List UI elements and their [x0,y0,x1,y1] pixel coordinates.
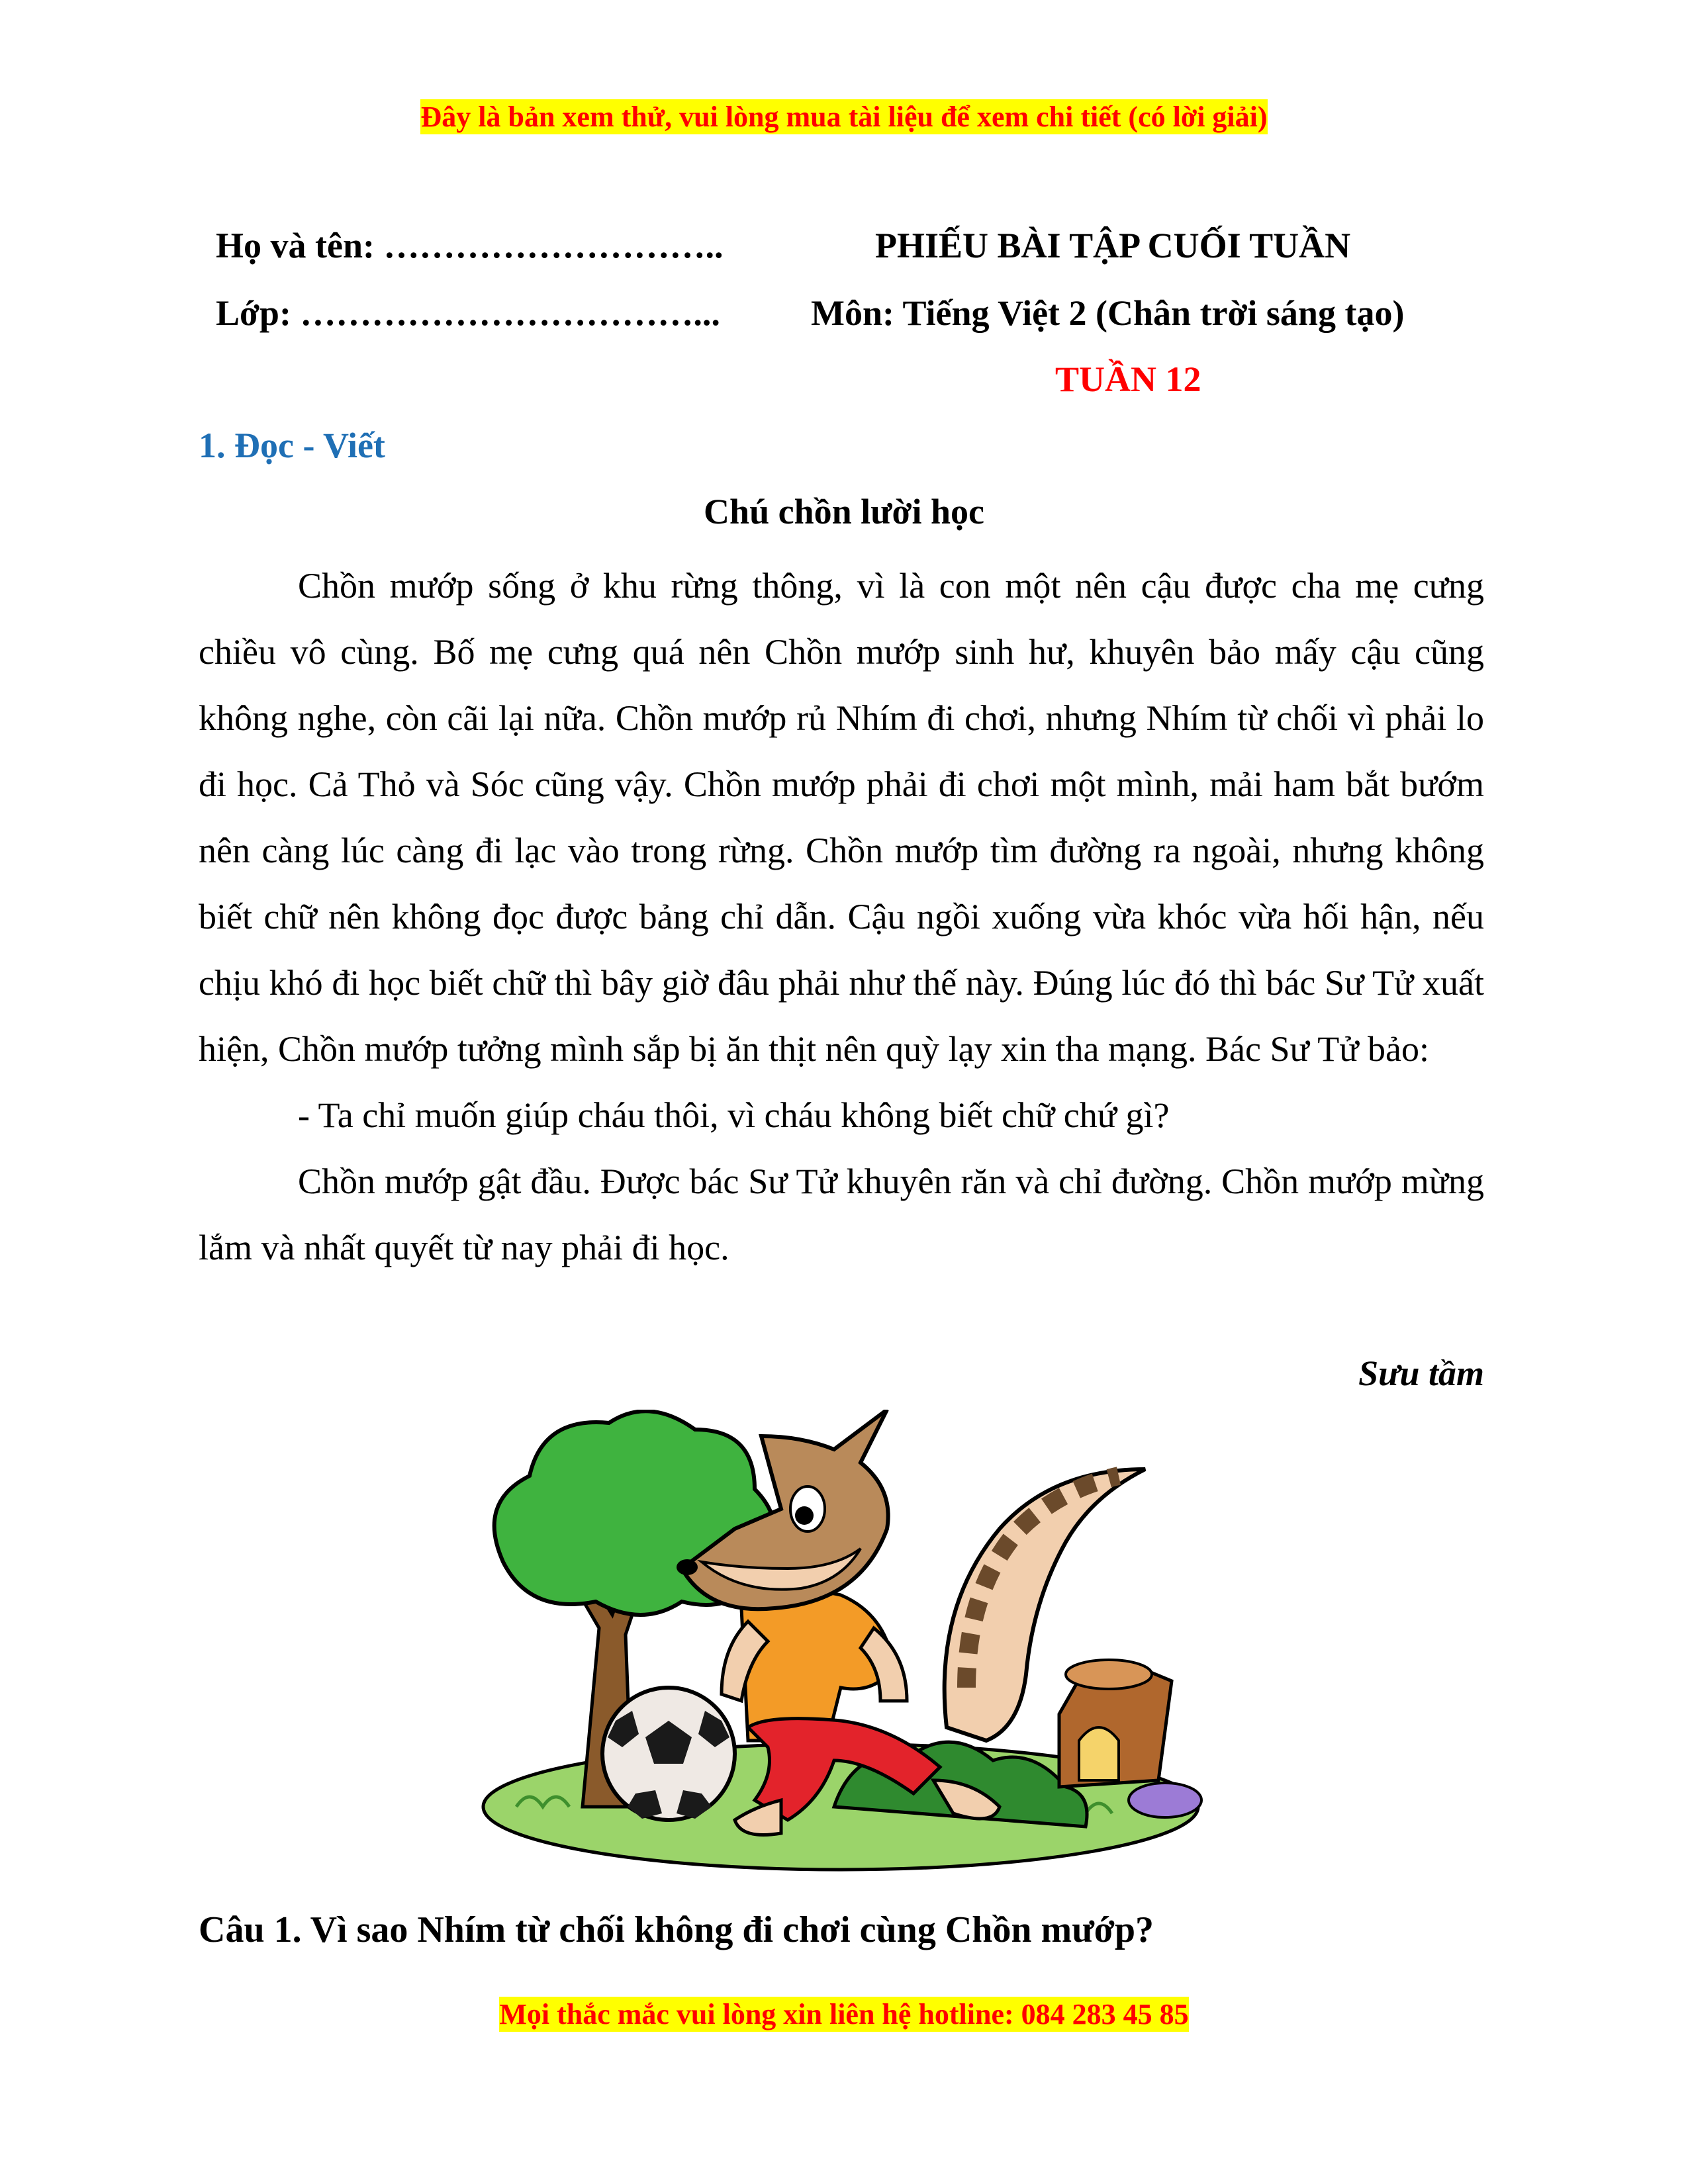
story-paragraph: - Ta chỉ muốn giúp cháu thôi, vì cháu không biết chữ chứ gì? [298,1095,1170,1135]
fox-playing-football-illustration [463,1410,1218,1880]
question-1: Câu 1. Vì sao Nhím từ chối không đi chơi cùng Chồn mướp? [199,1909,1154,1950]
story-author: Sưu tầm [1358,1353,1484,1393]
hotline-notice [0,1995,1688,2034]
student-class-field: Lớp: ……………………………... [216,293,720,333]
preview-notice-text: Đây là bản xem thử, vui lòng mua tài liệu để xem chi tiết (có lời giải) [420,101,1268,133]
story-paragraph: Chồn mướp sống ở khu rừng thông, vì là con một nên cậu được cha mẹ cưng chiều vô cùng. Bố mẹ cưng quá nên Chồn mướp sinh hư, khuyên bảo mấy cậu cũng không nghe, còn cãi lại nữa. Chồn mướp rủ Nhím đi chơi, nhưng Nhím từ chối vì phải lo đi học. Cả Thỏ và Sóc cũng vậy. Chồn mướp phải đi chơi một mình, mải ham bắt bướm nên càng lúc càng đi lạc vào trong rừng. Chồn mướp tìm đường ra ngoài, nhưng không biết chữ nên không đọc được bảng chỉ dẫn. Cậu ngồi xuống vừa khóc vừa hối hận, nếu chịu khó đi học biết chữ thì bây giờ đâu phải như thế này. Đúng lúc đó thì bác Sư Tử xuất hiện, Chồn mướp tưởng mình sắp bị ăn thịt nên quỳ lạy xin tha mạng. Bác Sư Tử bảo: [199,566,1484,1069]
story-paragraph: Chồn mướp gật đầu. Được bác Sư Tử khuyên răn và chỉ đường. Chồn mướp mừng lắm và nhất quyết từ nay phải đi học. [199,1161,1484,1267]
preview-notice [0,98,1688,136]
story-title: Chú chồn lười học [704,492,984,531]
student-name-field: Họ và tên: ……………………….. [216,226,724,265]
week-label: TUẦN 12 [1055,359,1201,399]
soccer-ball-icon [602,1688,735,1820]
worksheet-title: PHIẾU BÀI TẬP CUỐI TUẦN [875,226,1351,265]
hotline-notice-text: Mọi thắc mắc vui lòng xin liên hệ hotline: 084 283 45 85 [499,1998,1189,2030]
section-title: 1. Đọc - Viết [199,426,385,465]
story-body [199,553,1484,1281]
subject-label: Môn: Tiếng Việt 2 (Chân trời sáng tạo) [811,293,1405,333]
